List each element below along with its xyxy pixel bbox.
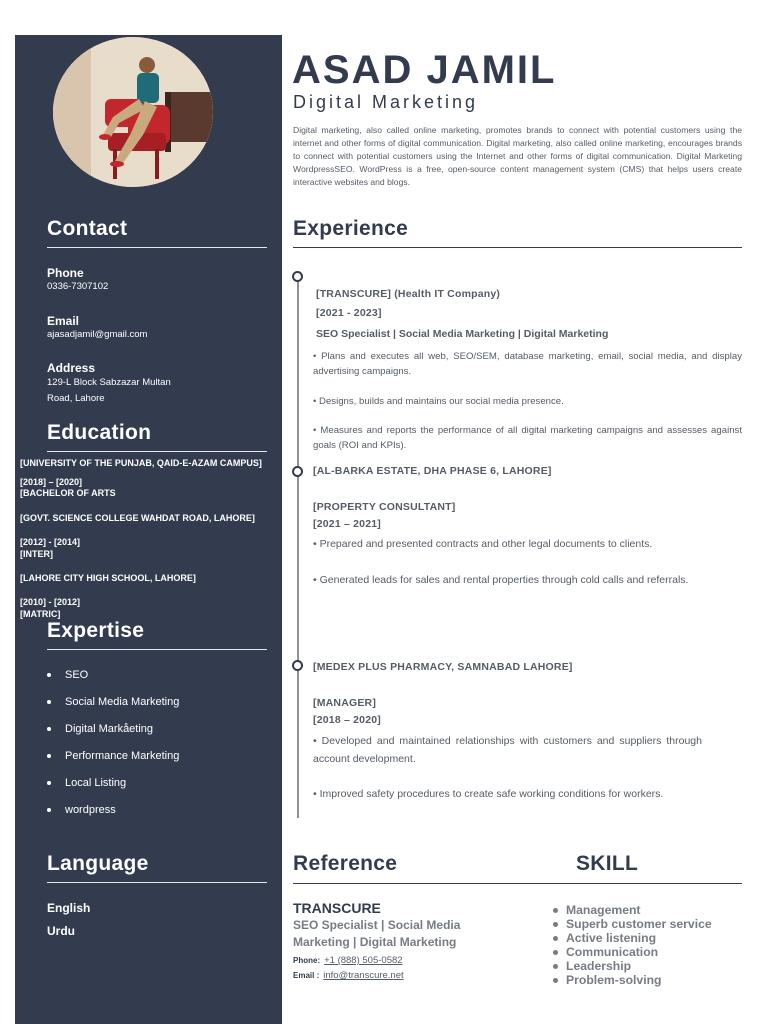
candidate-role: Digital Marketing	[293, 92, 479, 112]
expertise-item-label: SEO	[65, 669, 89, 681]
job-1-title: SEO Specialist | Social Media Marketing | Digital Marketing	[316, 328, 609, 340]
job-3-bullet-1: • Developed and maintained relationships with customers and suppliers through account development.	[313, 735, 702, 765]
skill-item	[553, 973, 712, 987]
language-heading: Language	[47, 852, 149, 875]
skill-item	[553, 903, 712, 917]
phone-label: Phone	[47, 266, 84, 280]
bullet-icon	[47, 781, 51, 785]
education-degree-2: [INTER]	[20, 549, 53, 559]
reference-email-label: Email :	[293, 971, 320, 980]
expertise-item-label: Digital Markåeting	[65, 723, 154, 735]
skill-heading: SKILL	[576, 852, 639, 875]
profile-summary: Digital marketing, also called online marketing, promotes brands to connect with potential customers using the internet and other forms of digital communication. Digital marketing, also called online marketing, encourages brands to connect with potential customers using the Internet and other forms of digital communication. Digital Marketing WordpressSEO. WordPress is a free, open-source content management system (CMS) that helps users create interactive websites and blogs.	[293, 125, 742, 188]
education-degree-1: [BACHELOR OF ARTS	[20, 488, 116, 498]
bullet-icon	[47, 673, 51, 677]
bullet-icon	[47, 727, 51, 731]
education-divider	[47, 451, 267, 452]
skill-item	[553, 931, 712, 945]
skill-item-label: Management	[566, 903, 641, 917]
expertise-item	[47, 750, 179, 762]
profile-photo-image	[53, 37, 213, 187]
contact-heading: Contact	[47, 217, 128, 240]
bullet-icon	[47, 700, 51, 704]
skill-item	[553, 959, 712, 973]
language-item: English	[47, 901, 91, 915]
timeline-node	[292, 660, 303, 671]
reference-heading: Reference	[293, 852, 398, 875]
expertise-item-label: Social Media Marketing	[65, 696, 180, 708]
reference-phone-link[interactable]: +1 (888) 505-0582	[324, 955, 403, 966]
bullet-icon	[553, 922, 558, 927]
address-line-1: 129-L Block Sabzazar Multan	[47, 377, 171, 388]
job-2-bullet-1: • Prepared and presented contracts and other legal documents to clients.	[313, 538, 653, 550]
sidebar	[15, 35, 282, 1024]
language-divider	[47, 882, 267, 883]
education-dates-3: [2010] - [2012]	[20, 597, 81, 607]
job-2-company: [AL-BARKA ESTATE, DHA PHASE 6, LAHORE]	[313, 465, 552, 477]
skill-item-label: Problem-solving	[566, 973, 662, 987]
skill-item-label: Leadership	[566, 959, 632, 973]
expertise-divider	[47, 649, 267, 650]
bullet-icon	[553, 936, 558, 941]
contact-divider	[47, 247, 267, 248]
job-3-bullet-2: • Improved safety procedures to create safe working conditions for workers.	[313, 788, 664, 800]
job-2-bullet-2: • Generated leads for sales and rental properties through cold calls and referrals.	[313, 574, 689, 586]
language-item: Urdu	[47, 924, 75, 938]
skill-list	[553, 903, 712, 987]
expertise-item	[47, 696, 179, 708]
education-school-1: [UNIVERSITY OF THE PUNJAB, QAID-E-AZAM CAMPUS]	[20, 458, 262, 468]
timeline-line	[297, 276, 299, 818]
expertise-item	[47, 669, 88, 681]
profile-photo	[53, 37, 213, 187]
expertise-item-label: wordpress	[65, 804, 116, 816]
job-1-bullet-2: • Designs, builds and maintains our social media presence.	[313, 396, 564, 407]
bullet-icon	[47, 754, 51, 758]
reference-divider	[293, 883, 742, 884]
skill-item-label: Superb customer service	[566, 917, 712, 931]
bullet-icon	[553, 964, 558, 969]
reference-company: TRANSCURE	[293, 900, 381, 916]
job-2-title: [PROPERTY CONSULTANT]	[313, 501, 456, 513]
email-label: Email	[47, 314, 80, 328]
job-3-dates: [2018 – 2020]	[313, 714, 381, 726]
reference-phone-label: Phone:	[293, 956, 321, 965]
address-line-2: Road, Lahore	[47, 393, 105, 404]
education-dates-2: [2012] - [2014]	[20, 537, 81, 547]
experience-divider	[293, 247, 742, 248]
timeline-node	[292, 466, 303, 477]
skill-item-label: Communication	[566, 945, 659, 959]
phone-value: 0336-7307102	[47, 281, 109, 292]
address-label: Address	[47, 361, 96, 375]
expertise-heading: Expertise	[47, 619, 145, 642]
education-school-3: [LAHORE CITY HIGH SCHOOL, LAHORE]	[20, 573, 196, 583]
skill-item-label: Active listening	[566, 931, 657, 945]
reference-email-link[interactable]: info@transcure.net	[323, 970, 404, 981]
bullet-icon	[553, 908, 558, 913]
education-heading: Education	[47, 421, 152, 444]
job-1-company: [TRANSCURE] (Health IT Company)	[316, 288, 501, 300]
bullet-icon	[47, 808, 51, 812]
reference-role: SEO Specialist | Social Media Marketing | Digital Marketing	[293, 918, 461, 949]
job-1-bullet-1: • Plans and executes all web, SEO/SEM, database marketing, email, social media, and display advertising campaigns.	[313, 351, 742, 377]
expertise-item-label: Local Listing	[65, 777, 127, 789]
education-dates-1: [2018] – [2020]	[20, 477, 83, 487]
job-3-company: [MEDEX PLUS PHARMACY, SAMNABAD LAHORE]	[313, 661, 573, 673]
email-value: ajasadjamil@gmail.com	[47, 329, 148, 340]
reference-phone	[293, 955, 403, 966]
skill-item	[553, 917, 712, 931]
timeline-node	[292, 271, 303, 282]
job-2-dates: [2021 – 2021]	[313, 518, 381, 530]
experience-heading: Experience	[293, 217, 409, 240]
expertise-item	[47, 804, 116, 816]
candidate-name: ASAD JAMIL	[292, 48, 557, 92]
bullet-icon	[553, 950, 558, 955]
skill-item	[553, 945, 712, 959]
education-degree-3: [MATRIC]	[20, 609, 61, 619]
expertise-item	[47, 723, 153, 735]
expertise-item-label: Performance Marketing	[65, 750, 180, 762]
job-1-bullet-3: • Measures and reports the performance of all digital marketing campaigns and assesses against goals (ROI and KPIs).	[313, 425, 742, 451]
expertise-item	[47, 777, 126, 789]
education-school-2: [GOVT. SCIENCE COLLEGE WAHDAT ROAD, LAHORE]	[20, 513, 255, 523]
reference-email	[293, 970, 404, 981]
bullet-icon	[553, 978, 558, 983]
job-3-title: [MANAGER]	[313, 697, 377, 709]
job-1-dates: [2021 - 2023]	[316, 307, 382, 319]
